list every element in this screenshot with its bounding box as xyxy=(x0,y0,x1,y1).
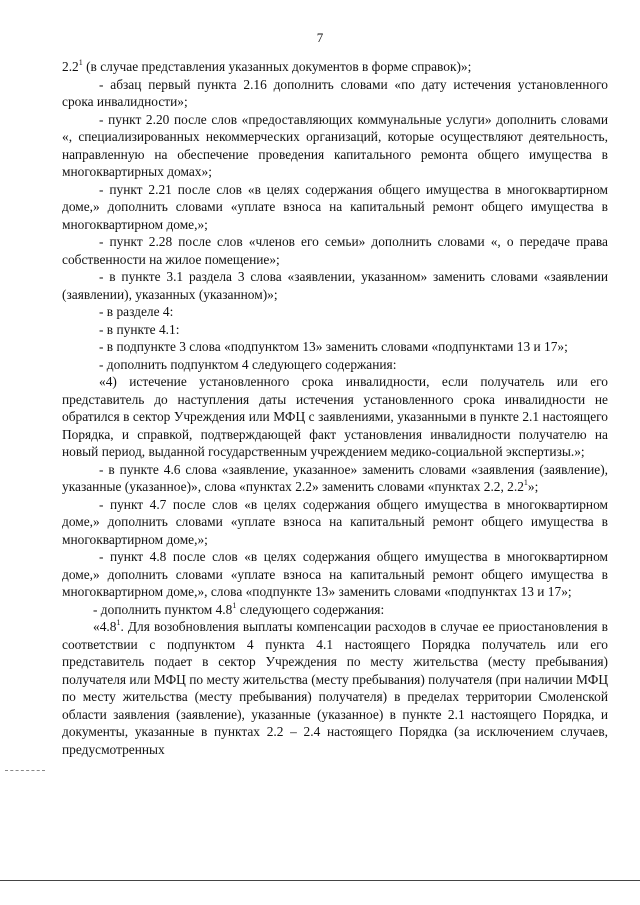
paragraph xyxy=(62,303,608,321)
paragraph xyxy=(62,548,608,601)
paragraph xyxy=(62,461,608,496)
document-body xyxy=(62,58,608,758)
scan-mark xyxy=(5,770,45,773)
paragraph xyxy=(62,338,608,356)
paragraph-text: - в подпункте 3 слова «подпунктом 13» заменить словами «подпунктами 13 и 17»; xyxy=(99,339,568,354)
paragraph xyxy=(62,58,608,76)
superscript: 1 xyxy=(78,58,83,67)
superscript: 1 xyxy=(232,600,237,610)
paragraph-text: . Для возобновления выплаты компенсации расходов в случае ее приостановления в соответствии с подпунктом 4 пункта 4.1 настоящего Порядка получатель или его представитель подает в сектор Учреждения по месту жительства (месту пребывания) получателя или МФЦ по месту жительства (месту пребывания) получателя (при наличии МФЦ по месту жительства (месту пребывания) получателя) в пределах территории Смоленской области заявления (заявление), указанные (указанное) в пункте 2.1 настоящего Порядка, и документы, указанные в пунктах 2.2 – 2.4 настоящего Порядка (за исключением случаев, предусмотренных xyxy=(62,619,608,757)
paragraph xyxy=(62,618,608,758)
paragraph-text: - в пункте 4.1: xyxy=(99,321,180,337)
paragraph-text: «4) истечение установленного срока инвалидности, если получатель или его представитель до наступления даты истечения установленного срока инвалидности не обратился в сектор Учреждения или МФЦ с заявлениями, указанными в пункте 2.1 настоящего Порядка, и справкой, подтверждающей факт установления инвалидности получателю на новый период, выданной государственным учреждением медико-социальной экспертизы.»; xyxy=(62,374,608,459)
superscript: 1 xyxy=(116,618,121,627)
paragraph-text: - пункт 4.8 после слов «в целях содержания общего имущества в многоквартирном доме,» дополнить словами «уплате взноса на капитальный ремонт общего имущества в многоквартирном доме,», слова «подпункте 13» заменить словами «подпунктах 13 и 17»; xyxy=(62,549,608,599)
paragraph xyxy=(62,233,608,268)
paragraph-text: - дополнить подпунктом 4 следующего содержания: xyxy=(99,356,397,372)
paragraph-text: - дополнить пунктом 4.8 xyxy=(93,601,233,617)
paragraph xyxy=(62,373,608,461)
paragraph-text: (в случае представления указанных документов в форме справок)»; xyxy=(82,59,472,74)
paragraph-text: - пункт 2.28 после слов «членов его семьи» дополнить словами «, о передаче права собственности на жилое помещение»; xyxy=(62,234,608,267)
paragraph-text: - пункт 2.21 после слов «в целях содержания общего имущества в многоквартирном доме,» дополнить словами «уплате взноса на капитальный ремонт общего имущества в многоквартирном доме,»; xyxy=(62,181,608,232)
paragraph xyxy=(62,268,608,303)
paragraph-text: - в пункте 3.1 раздела 3 слова «заявлении, указанном» заменить словами «заявлении (заявлении), указанных (указанном)»; xyxy=(62,269,608,302)
paragraph xyxy=(62,321,608,339)
paragraph-text: - в разделе 4: xyxy=(99,304,174,319)
paragraph-text: - абзац первый пункта 2.16 дополнить словами «по дату истечения установленного срока инвалидности»; xyxy=(62,76,608,109)
paragraph xyxy=(62,496,608,549)
paragraph-text: - в пункте 4.6 слова «заявление, указанное» заменить словами «заявления (заявление), указанные (указанное)», слова «пунктах 2.2» заменить словами «пунктах 2.2, 2.2 xyxy=(62,461,608,494)
page-number: 7 xyxy=(316,30,324,45)
superscript: 1 xyxy=(523,478,528,487)
paragraph-text: - пункт 2.20 после слов «предоставляющих коммунальные услуги» дополнить словами «, специализированных некоммерческих организаций, которые осуществляют деятельность, направленную на обеспечение проведения капитального ремонта общего имущества в многоквартирных домах»; xyxy=(62,111,608,179)
paragraph xyxy=(62,76,608,111)
paragraph xyxy=(62,181,608,234)
paragraph-text: следующего содержания: xyxy=(236,601,385,617)
paragraph-text: «4.8 xyxy=(93,619,117,634)
paragraph xyxy=(62,356,608,374)
paragraph-text: 2.2 xyxy=(62,59,79,74)
paragraph-text: »; xyxy=(527,479,539,494)
paragraph-text: - пункт 4.7 после слов «в целях содержания общего имущества в многоквартирном доме,» дополнить словами «уплате взноса на капитальный ремонт общего имущества в многоквартирном доме,»; xyxy=(62,496,608,547)
paragraph xyxy=(62,601,608,619)
bottom-rule xyxy=(0,880,640,881)
paragraph xyxy=(62,111,608,181)
